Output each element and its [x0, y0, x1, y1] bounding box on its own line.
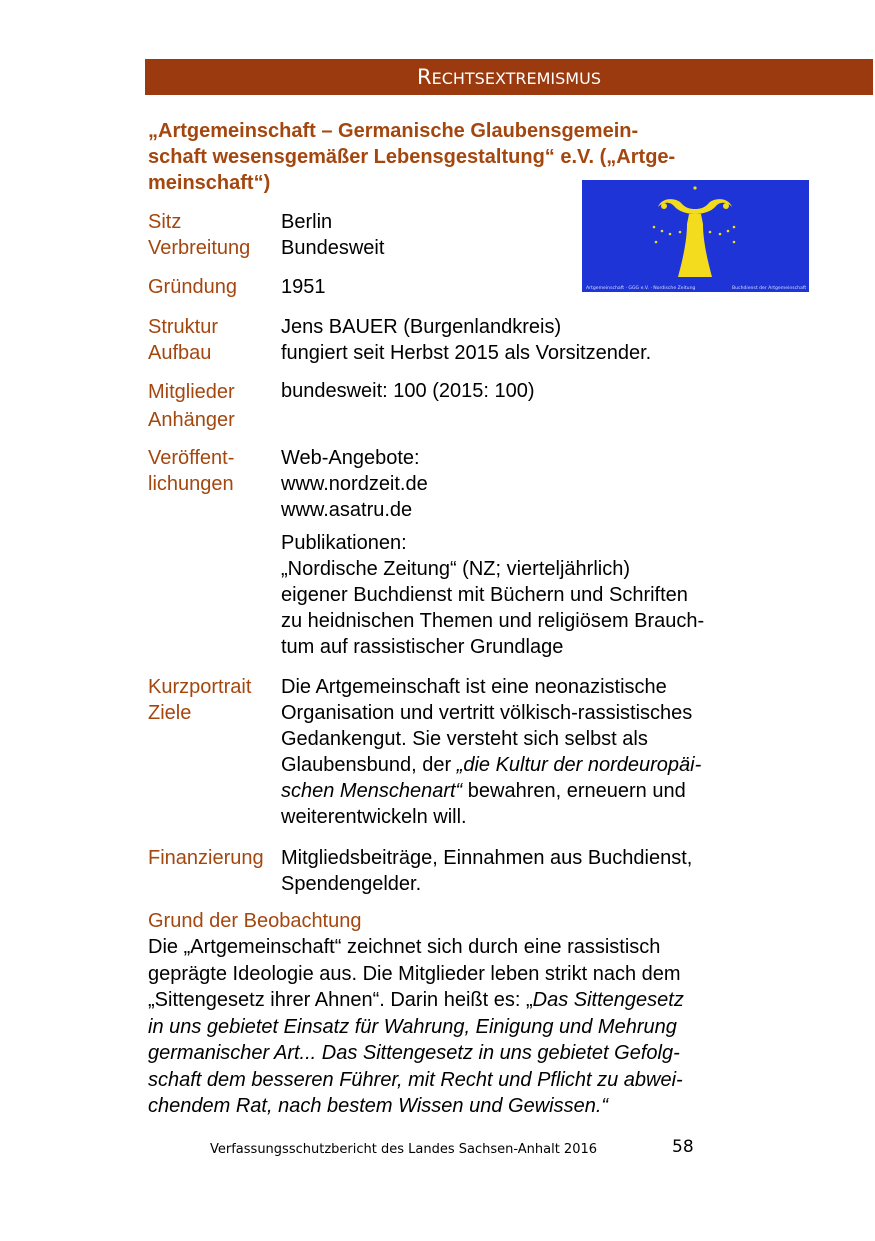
- value-verbreitung: Bundesweit: [281, 237, 385, 259]
- footer-text: Verfassungsschutzbericht des Landes Sachsen-Anhalt 2016: [210, 1142, 598, 1157]
- label-mitglieder: Mitglieder: [148, 381, 235, 403]
- field-value-block: [281, 314, 781, 366]
- publication-line: tum auf rassistischer Grundlage: [281, 636, 564, 658]
- portrait-line: [281, 752, 781, 778]
- portrait-line: Gedankengut. Sie versteht sich selbst als: [281, 728, 648, 750]
- observation-line: [148, 1093, 788, 1120]
- web-offer-item: www.nordzeit.de: [281, 473, 428, 495]
- value-gruendung: 1951: [281, 276, 326, 298]
- value-struktur: Jens BAUER (Burgenlandkreis): [281, 316, 562, 338]
- finanzierung-text: [281, 845, 781, 897]
- web-offers-heading: Web-Angebote:: [281, 447, 420, 469]
- label-aufbau: Aufbau: [148, 342, 212, 364]
- web-offers-block: [281, 445, 781, 523]
- portrait-text-run: bewahren, erneuern und: [462, 780, 686, 802]
- observation-quote-run: chendem Rat, nach bestem Wissen und Gewissen.“: [148, 1095, 609, 1117]
- field-label-block: [148, 378, 235, 434]
- label-verbreitung: Verbreitung: [148, 237, 251, 259]
- banner-text: ECHTSEXTREMISMUS: [431, 69, 601, 88]
- publications-block: [281, 530, 781, 660]
- section-banner: [145, 59, 873, 95]
- label-finanzierung: Finanzierung: [148, 847, 264, 869]
- publication-line: eigener Buchdienst mit Büchern und Schriften: [281, 584, 688, 606]
- portrait-line: Die Artgemeinschaft ist eine neonazistische: [281, 676, 667, 698]
- publication-line: „Nordische Zeitung“ (NZ; vierteljährlich): [281, 558, 630, 580]
- observation-quote-run: germanischer Art... Das Sittengesetz in uns gebietet Gefolg-: [148, 1042, 680, 1064]
- observation-line: [148, 1040, 788, 1067]
- portrait-text: [281, 674, 781, 830]
- value-mitglieder: bundesweit: 100 (2015: 100): [281, 380, 535, 402]
- title-line: meinschaft“): [148, 172, 271, 194]
- title-line: schaft wesensgemäßer Lebensgestaltung“ e.V. („Artge-: [148, 146, 676, 168]
- label-veroeffentlichungen-2: lichungen: [148, 473, 234, 495]
- observation-quote-run: schaft dem besseren Führer, mit Recht und Pflicht zu abwei-: [148, 1068, 683, 1091]
- banner-first-letter: R: [417, 65, 432, 89]
- emblem-caption-right: Buchdienst der Artgemeinschaft: [732, 286, 807, 291]
- field-label-block: [148, 314, 218, 366]
- portrait-line: weiterentwickeln will.: [281, 806, 467, 828]
- observation-quote-run: Das Sittengesetz: [532, 989, 684, 1011]
- finanzierung-line: Spendengelder.: [281, 873, 422, 895]
- label-veroeffentlichungen-1: Veröffent-: [148, 447, 235, 469]
- publication-line: zu heidnischen Themen und religiösem Brauch-: [281, 610, 705, 632]
- portrait-quote-run: schen Menschenart“: [281, 780, 463, 802]
- observation-line: [148, 1067, 788, 1094]
- title-line: „Artgemeinschaft – Germanische Glaubensgemein-: [148, 120, 639, 142]
- observation-line: geprägte Ideologie aus. Die Mitglieder leben strikt nach dem: [148, 962, 681, 985]
- portrait-line: [281, 778, 781, 804]
- observation-line: Die „Artgemeinschaft“ zeichnet sich durch eine rassistisch: [148, 936, 661, 958]
- field-label-block: [148, 445, 234, 497]
- page-number: 58: [672, 1137, 694, 1157]
- label-kurzportrait: Kurzportrait: [148, 676, 252, 698]
- portrait-quote-run: „die Kultur der nordeuropäi-: [456, 754, 702, 776]
- field-value-block: [281, 209, 781, 261]
- emblem-caption-left: Artgemeinschaft · GGG e.V. · Nordische Zeitung: [586, 286, 696, 291]
- publications-heading: Publikationen:: [281, 532, 407, 554]
- value-aufbau: fungiert seit Herbst 2015 als Vorsitzender.: [281, 342, 652, 364]
- observation-text-run: „Sittengesetz ihrer Ahnen“. Darin heißt es: „: [148, 989, 533, 1011]
- observation-line: [148, 987, 788, 1014]
- field-label-block: [148, 674, 251, 726]
- label-struktur: Struktur: [148, 316, 219, 338]
- label-ziele: Ziele: [148, 702, 192, 724]
- label-sitz: Sitz: [148, 211, 182, 233]
- portrait-line: Organisation und vertritt völkisch-rassistisches: [281, 702, 693, 724]
- field-label-block: [148, 209, 250, 261]
- observation-paragraph: [148, 934, 788, 1120]
- observation-heading: Grund der Beobachtung: [148, 910, 362, 932]
- label-gruendung: Gründung: [148, 276, 237, 298]
- web-offer-item: www.asatru.de: [281, 499, 413, 521]
- value-sitz: Berlin: [281, 211, 333, 233]
- observation-quote-run: in uns gebietet Einsatz für Wahrung, Einigung und Mehrung: [148, 1015, 677, 1038]
- portrait-text-run: Glaubensbund, der: [281, 754, 457, 776]
- finanzierung-line: Mitgliedsbeiträge, Einnahmen aus Buchdienst,: [281, 847, 693, 869]
- label-anhaenger: Anhänger: [148, 409, 235, 431]
- observation-line: [148, 1014, 788, 1041]
